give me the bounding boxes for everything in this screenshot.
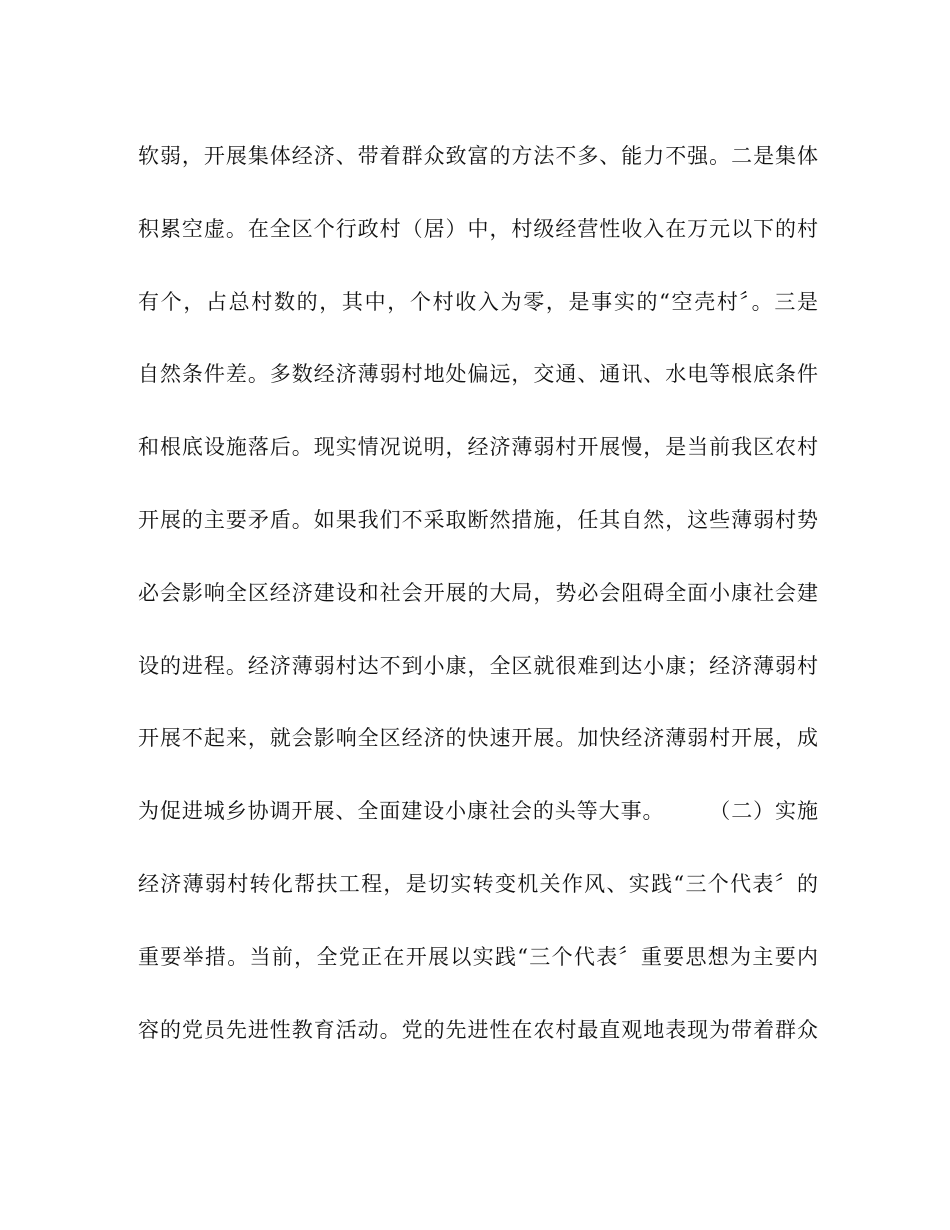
- text-line: 和根底设施落后。现实情况说明，经济薄弱村开展慢，是当前我区农村: [138, 435, 818, 460]
- text-line: 积累空虚。在全区个行政村（居）中，村级经营性收入在万元以下的村: [138, 216, 818, 241]
- text-line: 有个，占总村数的，其中，个村收入为零，是事实的“空壳村〞。三是: [138, 289, 818, 314]
- text-line: 开展不起来，就会影响全区经济的快速开展。加快经济薄弱村开展，成: [138, 726, 818, 751]
- text-line: 容的党员先进性教育活动。党的先进性在农村最直观地表现为带着群众: [138, 1017, 818, 1042]
- text-line: 必会影响全区经济建设和社会开展的大局，势必会阻碍全面小康社会建: [138, 580, 818, 605]
- text-line: 软弱，开展集体经济、带着群众致富的方法不多、能力不强。二是集体: [138, 144, 818, 168]
- text-line: 为促进城乡协调开展、全面建设小康社会的头等大事。 （二）实施: [138, 799, 818, 824]
- text-line: 开展的主要矛盾。如果我们不采取断然措施，任其自然，这些薄弱村势: [138, 507, 818, 532]
- text-line: 自然条件差。多数经济薄弱村地处偏远，交通、通讯、水电等根底条件: [138, 362, 818, 387]
- text-line: 经济薄弱村转化帮扶工程，是切实转变机关作风、实践“三个代表〞的: [138, 871, 818, 896]
- text-line: 重要举措。当前，全党正在开展以实践“三个代表〞重要思想为主要内: [138, 944, 818, 969]
- body-text: [138, 134, 818, 1080]
- text-line: 设的进程。经济薄弱村达不到小康，全区就很难到达小康；经济薄弱村: [138, 653, 818, 678]
